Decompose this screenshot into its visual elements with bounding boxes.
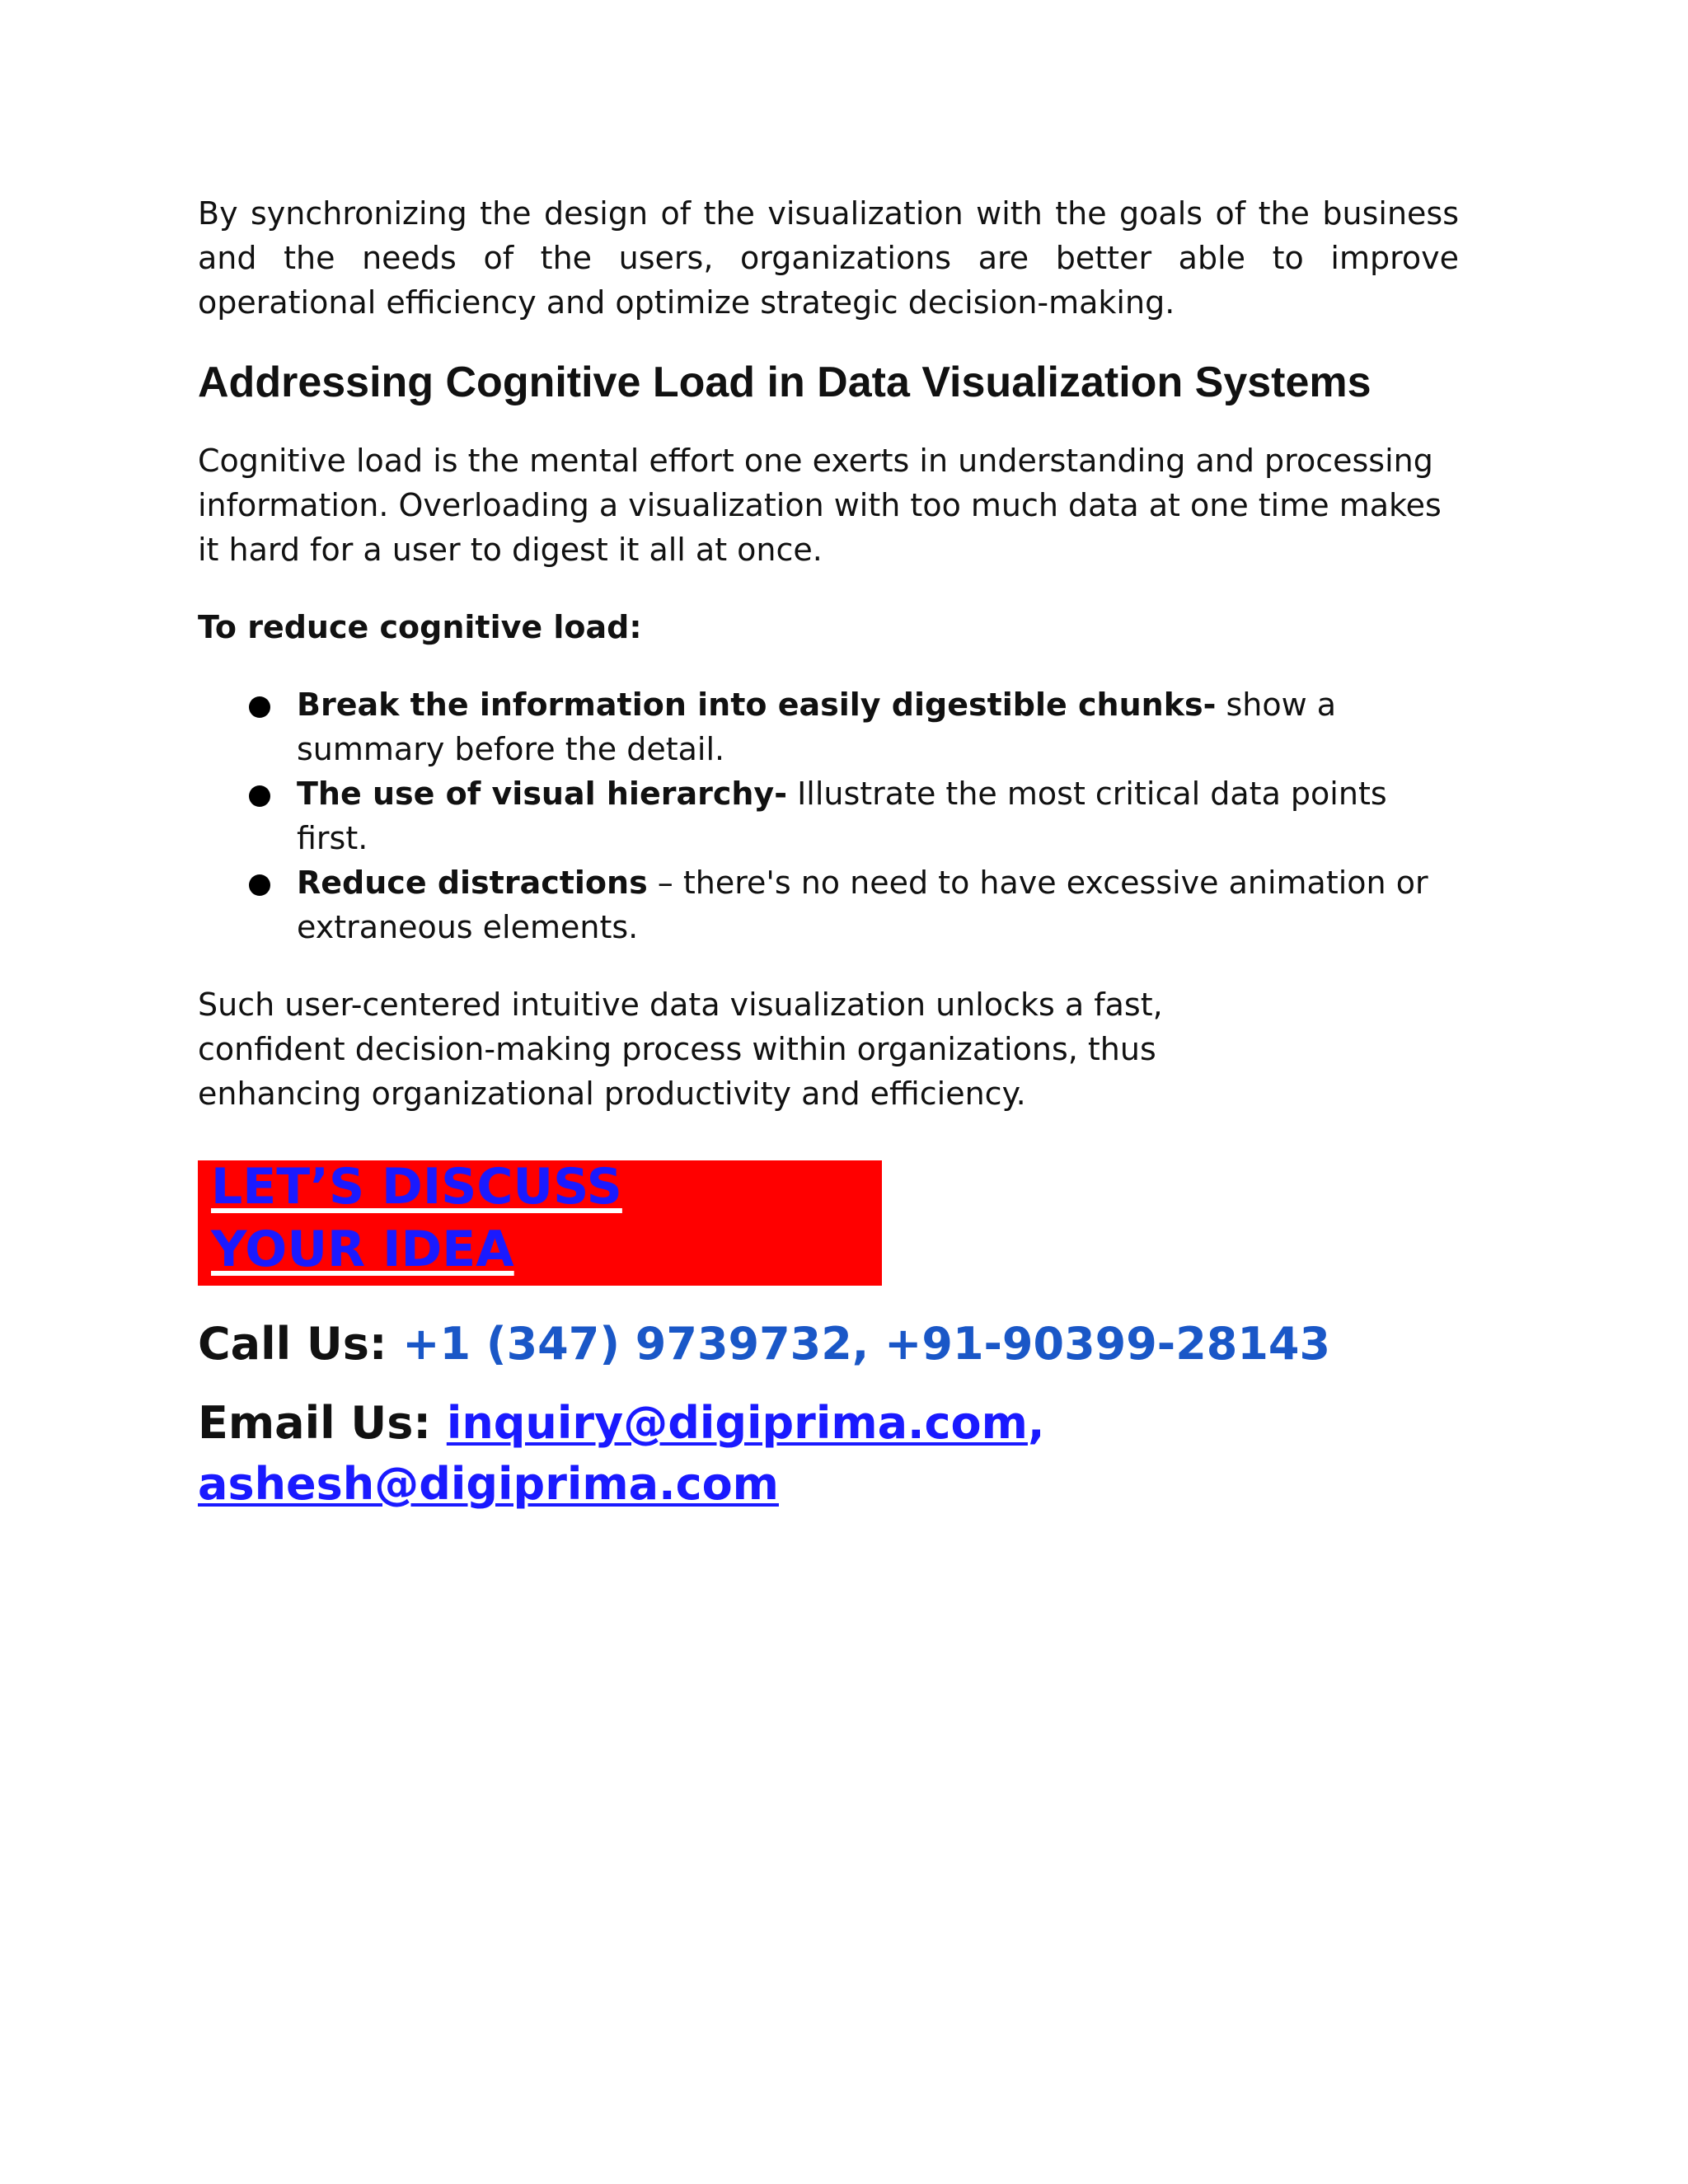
page-content (198, 191, 1459, 1515)
bullet-icon (249, 696, 270, 718)
list-item-title: Reduce distractions (297, 865, 648, 901)
reduce-cognitive-load-label: To reduce cognitive load: (198, 609, 642, 645)
list-item-text: – there's no need to have excessive animation or extraneous elements. (297, 865, 1428, 945)
tips-list (198, 682, 1459, 949)
email-us-label: Email Us: (198, 1397, 431, 1449)
list-item-text: Illustrate the most critical data points first. (297, 776, 1387, 856)
email-separator: , (1027, 1397, 1045, 1449)
list-item (198, 771, 1459, 860)
list-item (198, 860, 1459, 949)
email-link-inquiry[interactable]: inquiry@digiprima.com (446, 1397, 1028, 1449)
cta-banner (198, 1160, 882, 1286)
email-us-line (198, 1393, 1459, 1515)
call-us-label: Call Us: (198, 1318, 387, 1370)
discuss-idea-link[interactable]: LET’S DISCUSS YOUR IDEA (211, 1158, 622, 1278)
cognitive-load-paragraph: Cognitive load is the mental effort one exerts in understanding and processing information. Overloading a visualization with too much data at one time makes it hard for a user to digest it all at once. (198, 443, 1442, 568)
closing-paragraph: Such user-centered intuitive data visualization unlocks a fast, confident decision-making process within organizations, thus enhancing organizational productivity and efficiency. (198, 987, 1163, 1112)
section-heading: Addressing Cognitive Load in Data Visualization Systems (198, 359, 1372, 406)
bullet-icon (249, 874, 270, 896)
bullet-icon (249, 785, 270, 807)
list-item-text: show a summary before the detail. (297, 687, 1337, 767)
call-us-line (198, 1314, 1459, 1375)
list-item-title: The use of visual hierarchy- (297, 776, 787, 812)
list-item (198, 682, 1459, 771)
intro-paragraph: By synchronizing the design of the visualization with the goals of the business and the needs of the users, organizations are better able to improve operational efficiency and optimize strategic decision-making. (198, 195, 1459, 321)
list-item-title: Break the information into easily digestible chunks- (297, 687, 1217, 723)
email-link-ashesh[interactable]: ashesh@digiprima.com (198, 1458, 779, 1510)
phone-numbers[interactable]: +1 (347) 9739732, +91-90399-28143 (402, 1318, 1331, 1370)
